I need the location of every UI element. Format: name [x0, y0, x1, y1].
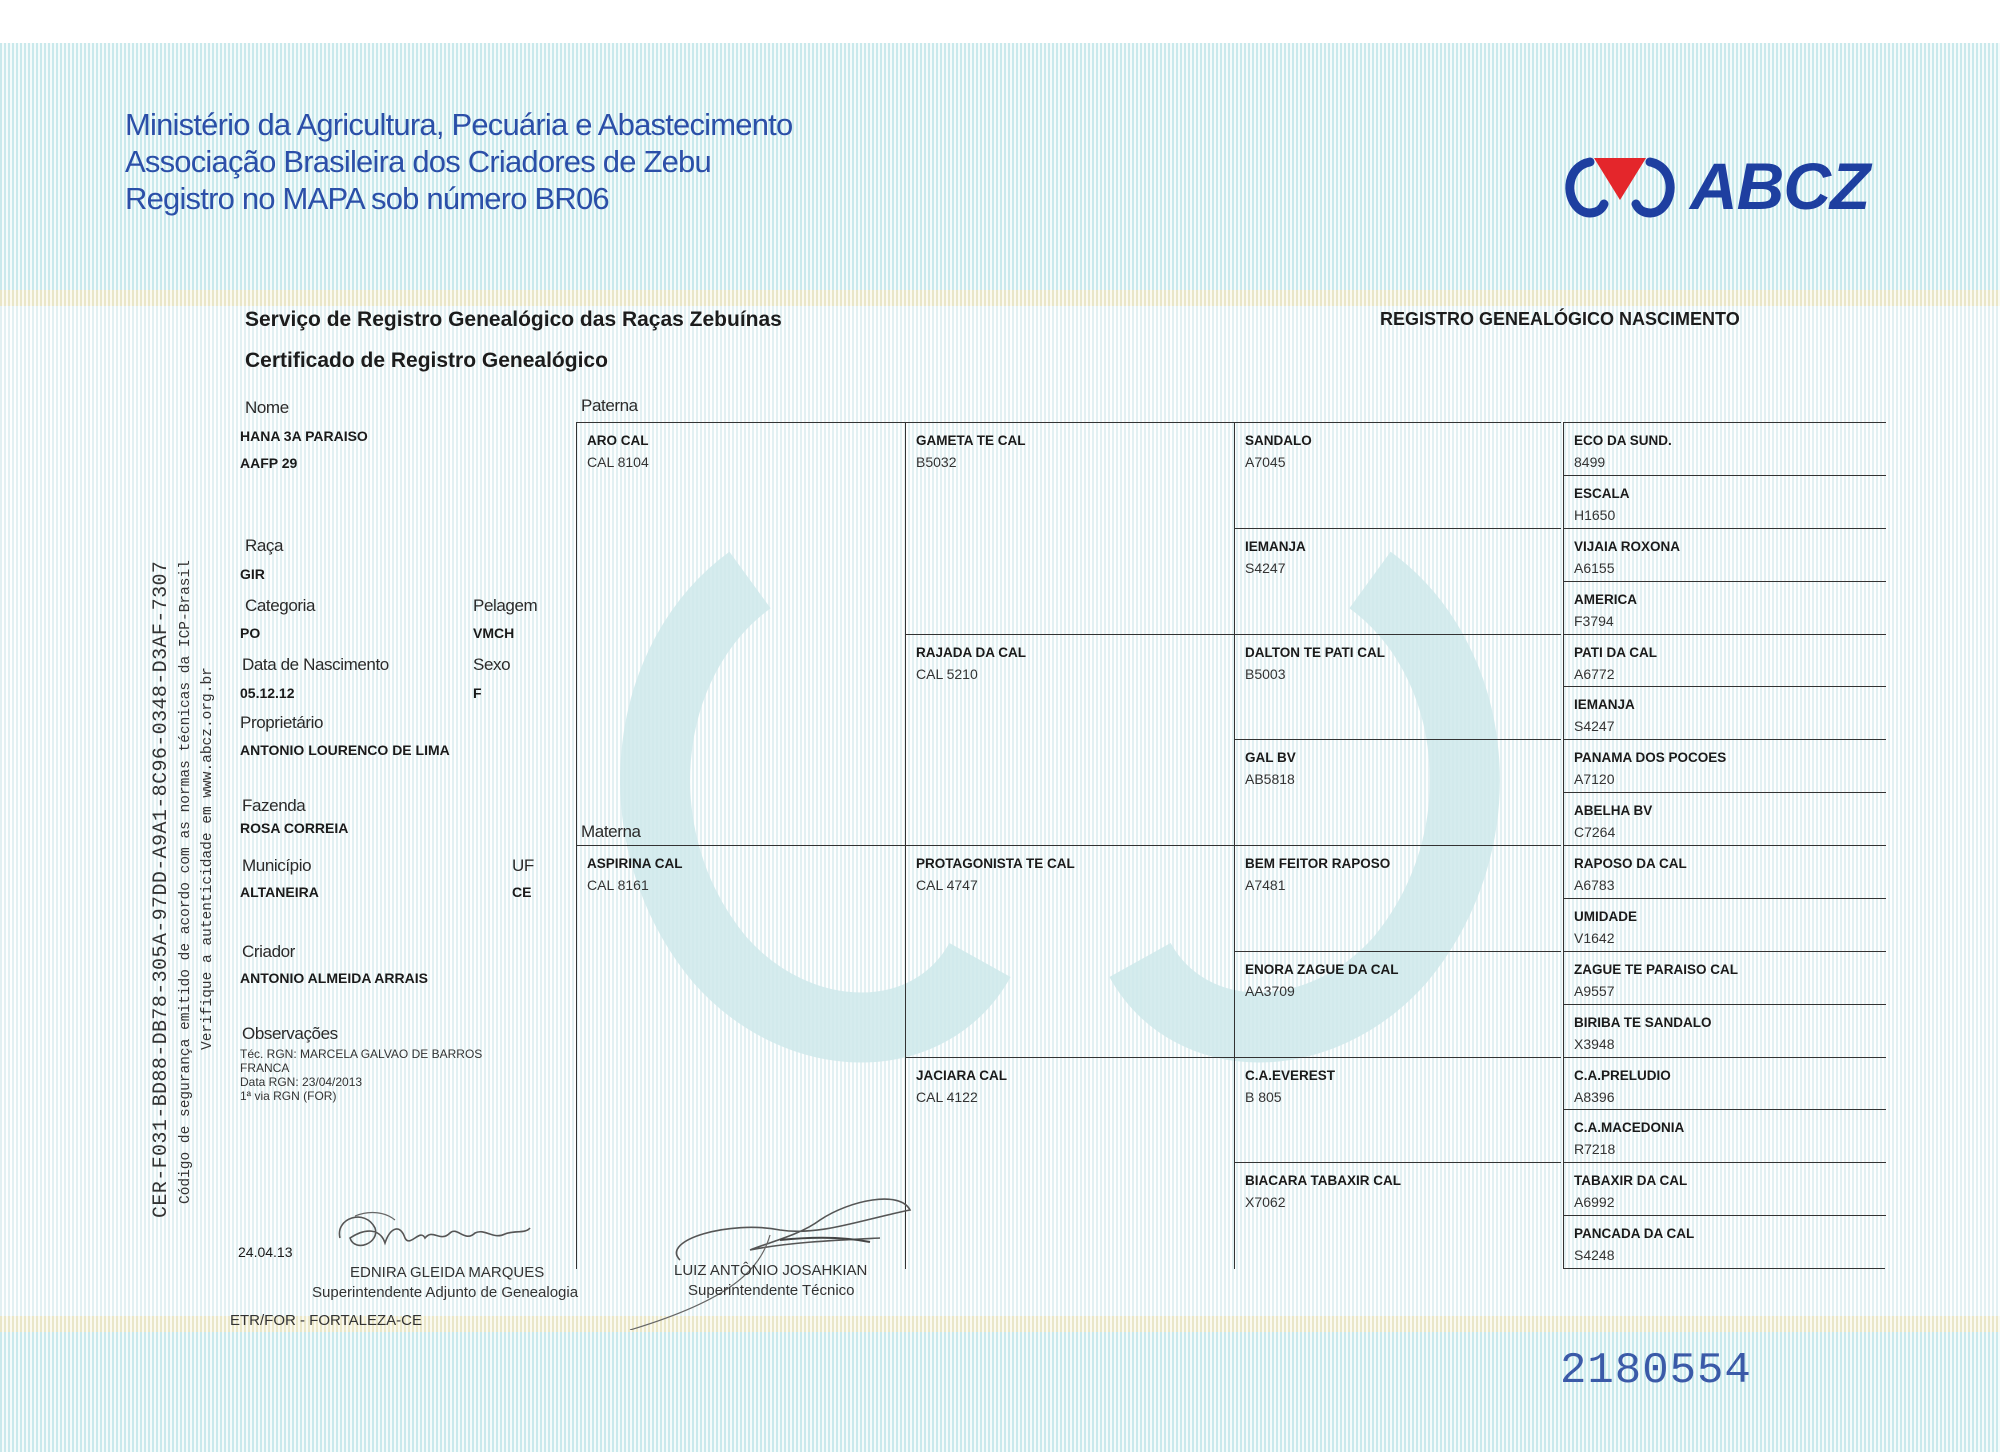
- city-value: ALTANEIRA: [240, 884, 319, 900]
- ancestor-name: C.A.MACEDONIA: [1574, 1120, 1685, 1136]
- ancestor-registration: A8396: [1574, 1088, 1615, 1105]
- owner-value: ANTONIO LOURENCO DE LIMA: [240, 742, 450, 758]
- coat-label: Pelagem: [473, 596, 538, 615]
- security-code-note: Código de segurança emitido de acordo com as normas técnicas da ICP-Brasil: [178, 560, 194, 1204]
- association-line: Associação Brasileira dos Criadores de Zebu: [125, 144, 711, 179]
- ancestor-registration: A6772: [1574, 665, 1615, 682]
- signer1-name: EDNIRA GLEIDA MARQUES: [350, 1264, 545, 1281]
- ancestor-name: RAJADA DA CAL: [916, 644, 1026, 660]
- ancestor-registration: A7120: [1574, 771, 1615, 788]
- ancestor-registration: S4248: [1574, 1247, 1615, 1264]
- ancestor-name: BIRIBA TE SANDALO: [1574, 1014, 1712, 1030]
- ancestor-name: TABAXIR DA CAL: [1574, 1173, 1688, 1189]
- ancestor-registration: CAL 8104: [587, 454, 649, 470]
- ancestor-registration: CAL 5210: [916, 665, 978, 682]
- abcz-emblem-icon: [1560, 150, 1680, 222]
- ancestor-registration: C7264: [1574, 824, 1616, 841]
- ancestor-name: JACIARA CAL: [916, 1067, 1007, 1083]
- signature-josahkian-icon: [620, 1180, 920, 1330]
- ancestor-name: SANDALO: [1245, 433, 1312, 448]
- authenticity-note: Verifique a autenticidade em www.abcz.org.br: [200, 667, 216, 1050]
- breeder-value: ANTONIO ALMEIDA ARRAIS: [240, 970, 428, 986]
- ancestor-registration: A7045: [1245, 454, 1286, 470]
- ancestor-registration: V1642: [1574, 929, 1615, 946]
- registration-type: REGISTRO GENEALÓGICO NASCIMENTO: [1380, 309, 1740, 329]
- ancestor-name: BEM FEITOR RAPOSO: [1245, 856, 1391, 871]
- maternal-label: Materna: [581, 822, 641, 841]
- ancestor-registration: R7218: [1574, 1141, 1616, 1158]
- ancestor-registration: A6992: [1574, 1194, 1615, 1211]
- animal-name: HANA 3A PARAISO: [240, 428, 368, 444]
- ancestor-name: PANCADA DA CAL: [1574, 1226, 1695, 1242]
- breed-value: GIR: [240, 566, 265, 582]
- ancestor-registration: B5032: [916, 454, 957, 470]
- ancestor-registration: A9557: [1574, 982, 1615, 999]
- ancestor-name: DALTON TE PATI CAL: [1245, 644, 1385, 660]
- birth-date-label: Data de Nascimento: [242, 655, 389, 674]
- gold-stripe-top: [0, 290, 2000, 306]
- ancestor-name: PANAMA DOS POCOES: [1574, 750, 1727, 766]
- category-value: PO: [240, 625, 261, 641]
- abcz-logo-text: ABCZ: [1690, 149, 1870, 223]
- ancestor-registration: F3794: [1574, 612, 1614, 629]
- birth-date-value: 05.12.12: [240, 685, 295, 701]
- farm-value: ROSA CORREIA: [240, 820, 349, 836]
- uf-label: UF: [512, 856, 534, 875]
- ministry-header: [125, 106, 792, 217]
- ancestor-registration: B5003: [1245, 665, 1286, 682]
- ancestor-registration: X7062: [1245, 1194, 1286, 1211]
- ancestor-registration: 8499: [1574, 454, 1606, 470]
- sex-label: Sexo: [473, 655, 511, 674]
- ancestor-name: AMERICA: [1574, 591, 1637, 607]
- ancestor-registration: A6155: [1574, 559, 1615, 576]
- observations-text: [240, 1047, 482, 1103]
- observations-label: Observações: [242, 1024, 338, 1043]
- ancestor-registration: CAL 8161: [587, 877, 649, 893]
- signer2-title: Superintendente Técnico: [688, 1282, 855, 1299]
- signer1-title: Superintendente Adjunto de Genealogia: [312, 1284, 579, 1301]
- issue-date: 24.04.13: [238, 1244, 293, 1260]
- city-label: Município: [242, 856, 312, 875]
- coat-value: VMCH: [473, 625, 515, 641]
- ministry-line: Ministério da Agricultura, Pecuária e Abastecimento: [125, 107, 793, 142]
- service-title: Serviço de Registro Genealógico das Raças Zebuínas: [245, 308, 782, 331]
- ancestor-registration: AB5818: [1245, 771, 1295, 788]
- signer2-name: LUIZ ANTÔNIO JOSAHKIAN: [674, 1262, 868, 1279]
- certificate-title: Certificado de Registro Genealógico: [245, 349, 608, 372]
- obs-line: Data RGN: 23/04/2013: [240, 1075, 363, 1089]
- ancestor-name: GAL BV: [1245, 750, 1296, 766]
- ancestor-registration: X3948: [1574, 1035, 1615, 1052]
- owner-label: Proprietário: [240, 713, 324, 732]
- animal-code: AAFP 29: [240, 455, 298, 471]
- ancestor-registration: A6783: [1574, 877, 1615, 893]
- ancestor-name: BIACARA TABAXIR CAL: [1245, 1173, 1401, 1189]
- ancestor-name: C.A.PRELUDIO: [1574, 1067, 1671, 1083]
- ancestor-name: ARO CAL: [587, 433, 649, 448]
- ancestor-name: ECO DA SUND.: [1574, 433, 1672, 448]
- obs-line: Téc. RGN: MARCELA GALVAO DE BARROS: [240, 1047, 483, 1061]
- ancestor-name: PATI DA CAL: [1574, 644, 1657, 660]
- pedigree-cell-g4: [1563, 422, 1886, 476]
- category-label: Categoria: [245, 596, 316, 615]
- ancestor-registration: B 805: [1245, 1088, 1282, 1105]
- certificate-serial: 2180554: [1560, 1346, 1752, 1396]
- ancestor-name: ZAGUE TE PARAISO CAL: [1574, 961, 1739, 977]
- ancestor-name: RAPOSO DA CAL: [1574, 856, 1687, 871]
- ancestor-name: VIJAIA ROXONA: [1574, 538, 1681, 554]
- ancestor-name: ABELHA BV: [1574, 803, 1653, 819]
- ancestor-registration: A7481: [1245, 877, 1286, 893]
- security-code: CER-F031-BD88-DB78-305A-97DD-A9A1-8C96-0348-D3AF-7307: [150, 560, 173, 1218]
- ancestor-registration: CAL 4122: [916, 1088, 978, 1105]
- regional-office: ETR/FOR - FORTALEZA-CE: [230, 1312, 422, 1329]
- obs-line: 1ª via RGN (FOR): [240, 1089, 337, 1103]
- ancestor-name: IEMANJA: [1574, 697, 1635, 713]
- name-label: Nome: [245, 398, 289, 417]
- ancestor-registration: CAL 4747: [916, 877, 978, 893]
- ancestor-name: C.A.EVEREST: [1245, 1067, 1336, 1083]
- farm-label: Fazenda: [242, 796, 306, 815]
- breed-label: Raça: [245, 536, 284, 555]
- ancestor-registration: S4247: [1245, 559, 1286, 576]
- ancestor-registration: H1650: [1574, 506, 1616, 523]
- ancestor-name: PROTAGONISTA TE CAL: [916, 856, 1075, 871]
- ancestor-name: UMIDADE: [1574, 908, 1637, 924]
- ancestor-name: GAMETA TE CAL: [916, 433, 1026, 448]
- signature-marques-icon: [325, 1198, 545, 1268]
- ancestor-name: ENORA ZAGUE DA CAL: [1245, 961, 1399, 977]
- obs-line: FRANCA: [240, 1061, 290, 1075]
- ancestor-name: ESCALA: [1574, 485, 1630, 501]
- ancestor-name: ASPIRINA CAL: [587, 856, 683, 871]
- paternal-label: Paterna: [581, 396, 638, 415]
- pedigree-bottom-line: [1563, 1268, 1885, 1269]
- ancestor-name: IEMANJA: [1245, 538, 1306, 554]
- mapa-registration-line: Registro no MAPA sob número BR06: [125, 181, 609, 216]
- sex-value: F: [473, 685, 482, 701]
- ancestor-registration: S4247: [1574, 718, 1615, 735]
- uf-value: CE: [512, 884, 532, 900]
- breeder-label: Criador: [242, 942, 295, 961]
- ancestor-registration: AA3709: [1245, 982, 1295, 999]
- abcz-logo: [1560, 150, 1900, 222]
